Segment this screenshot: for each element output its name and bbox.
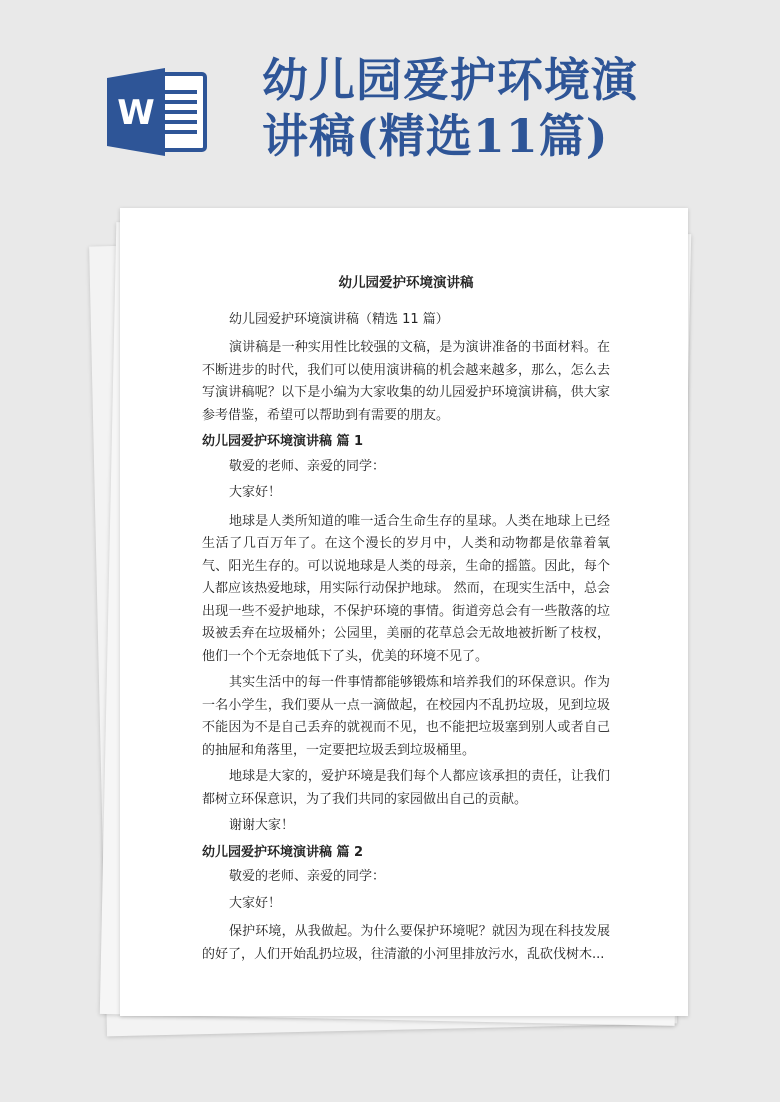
page-title <box>262 52 762 164</box>
salutation: 敬爱的老师、亲爱的同学： <box>229 869 386 884</box>
greeting: 大家好！ <box>229 895 282 911</box>
word-document-icon <box>107 68 208 156</box>
body-paragraph: 地球是大家的，爱护环境是我们每个人都应该承担的责任，让我们都树立环保意识，为了我们共同的家园做出自己的贡献。 <box>202 769 610 807</box>
intro-paragraph: 演讲稿是一种实用性比较强的文稿，是为演讲准备的书面材料。在不断进步的时代，我们可以使用演讲稿的机会越来越多，那么，怎么去写演讲稿呢？以下是小编为大家收集的幼儿园爱护环境演讲稿，供大家参考借鉴，希望可以帮助到有需要的朋友。 <box>202 340 610 423</box>
document-subtitle: 幼儿园爱护环境演讲稿（精选 11 篇） <box>229 311 449 327</box>
salutation: 敬爱的老师、亲爱的同学： <box>229 458 386 474</box>
closing: 谢谢大家！ <box>229 818 295 833</box>
section-heading: 幼儿园爱护环境演讲稿 篇 1 <box>202 434 364 449</box>
greeting: 大家好！ <box>229 485 282 500</box>
document-title: 幼儿园爱护环境演讲稿 <box>338 275 474 291</box>
title-line-2: 讲稿(精选11篇) <box>262 109 609 163</box>
title-line-1: 幼儿园爱护环境演 <box>262 53 638 107</box>
body-paragraph: 地球是人类所知道的唯一适合生命生存的星球。人类在地球上已经生活了几百万年了。在这个漫长的岁月中，人类和动物都是依靠着氧气、阳光生存的。可以说地球是人类的母亲，生命的摇篮。因此，每个人都应该热爱地球，用实际行动保护地球。 然而，在现实生活中，总会出现一些不爱护地球，不保护环境的事情。街道旁总会有一些散落的垃圾被丢弃在垃圾桶外；公园里，美丽的花草总会无故地被折断了枝杈，他们一个个无奈地低下了头，优美的环境不见了。 <box>202 513 610 664</box>
document-body <box>202 272 610 970</box>
body-paragraph: 其实生活中的每一件事情都能够锻炼和培养我们的环保意识。作为一名小学生，我们要从一点一滴做起，在校园内不乱扔垃圾，见到垃圾不能因为不是自己丢弃的就视而不见，也不能把垃圾塞到别人或者自己的抽屉和角落里，一定要把垃圾丢到垃圾桶里。 <box>202 675 610 758</box>
body-paragraph: 保护环境，从我做起。为什么要保护环境呢？就因为现在科技发展的好了，人们开始乱扔垃圾，往清澈的小河里排放污水，乱砍伐树木... <box>202 924 610 962</box>
svg-text:W: W <box>117 93 155 133</box>
section-heading: 幼儿园爱护环境演讲稿 篇 2 <box>202 844 364 860</box>
